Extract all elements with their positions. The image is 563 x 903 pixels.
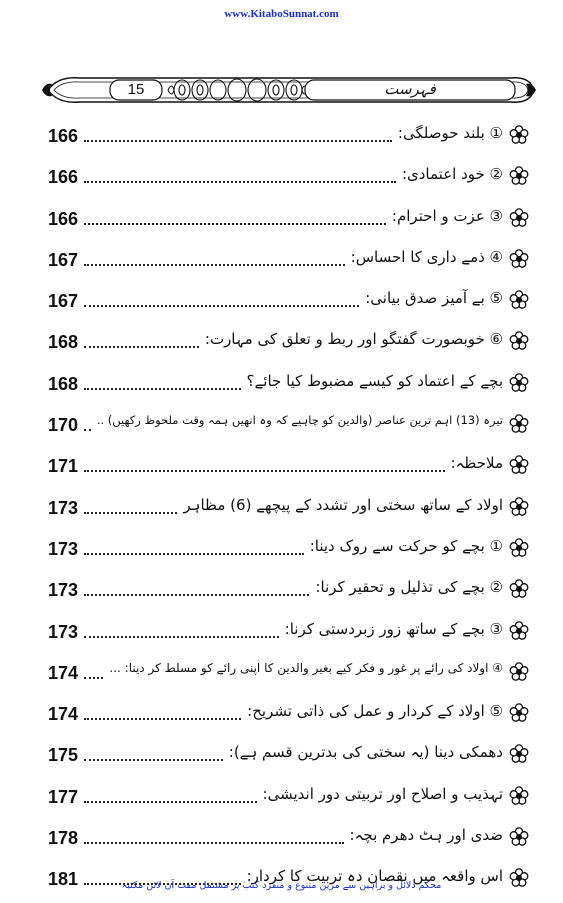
- dot-leader: [84, 553, 304, 555]
- toc-entry[interactable]: [0, 448, 563, 489]
- dot-leader: [84, 718, 241, 720]
- toc-entry-title: ③ بچے کے ساتھ زور زبردستی کرنا:: [281, 620, 503, 638]
- dot-leader: [84, 677, 103, 679]
- toc-entry-title: دھمکی دینا (یہ سختی کی بدترین قسم ہے):: [225, 743, 503, 761]
- toc-entry[interactable]: [0, 820, 563, 861]
- toc-page-number: 166: [48, 208, 79, 229]
- toc-page-number: 174: [48, 704, 79, 725]
- toc-entry-title: ⑤ اولاد کے کردار و عمل کی ذاتی تشریح:: [243, 702, 503, 720]
- toc-entry[interactable]: [0, 779, 563, 820]
- toc-entry-title: تیرہ (13) اہم ترین عناصر (والدین کو چاہیے کہ وہ انھیں ہمہ وقت ملحوظ رکھیں) ..: [93, 413, 503, 427]
- dot-leader: [84, 181, 396, 183]
- flower-bullet-icon: [509, 249, 529, 269]
- toc-entry[interactable]: [0, 118, 563, 159]
- toc-page-number: 174: [48, 662, 79, 683]
- dot-leader: [84, 388, 241, 390]
- dot-leader: [84, 470, 445, 472]
- flower-bullet-icon: [509, 538, 529, 558]
- toc-page-number: 171: [48, 456, 79, 477]
- toc-page-number: 173: [48, 497, 79, 518]
- toc-page-number: 170: [48, 415, 79, 436]
- toc-entry-title: ① بلند حوصلگی:: [394, 124, 503, 142]
- flower-bullet-icon: [509, 662, 529, 682]
- toc-page-number: 166: [48, 167, 79, 188]
- flower-bullet-icon: [509, 621, 529, 641]
- toc-entry-title: تہذیب و اصلاح اور تربیتی دور اندیشی:: [259, 785, 503, 803]
- flower-bullet-icon: [509, 166, 529, 186]
- toc-entry[interactable]: [0, 531, 563, 572]
- flower-bullet-icon: [509, 373, 529, 393]
- flower-bullet-icon: [509, 703, 529, 723]
- flower-bullet-icon: [509, 786, 529, 806]
- toc-entry[interactable]: [0, 490, 563, 531]
- page-header: [40, 72, 538, 108]
- toc-entry[interactable]: [0, 201, 563, 242]
- dot-leader: [84, 140, 392, 142]
- dot-leader: [84, 305, 359, 307]
- toc-entry-title: ② بچے کی تذلیل و تحقیر کرنا:: [311, 578, 503, 596]
- toc-entry[interactable]: [0, 737, 563, 778]
- toc-entry[interactable]: [0, 614, 563, 655]
- dot-leader: [84, 594, 309, 596]
- flower-bullet-icon: [509, 414, 529, 434]
- toc-entry-title: اس واقعہ میں نقصان دہ تربیت کا کردار:: [243, 867, 503, 885]
- toc-page-number: 167: [48, 291, 79, 312]
- dot-leader: [84, 801, 257, 803]
- toc-entry-title: ضدی اور ہٹ دھرم بچہ:: [346, 826, 503, 844]
- toc-entry[interactable]: [0, 242, 563, 283]
- dot-leader: [84, 223, 386, 225]
- toc-entry-title: ⑥ خوبصورت گفتگو اور ربط و تعلق کی مہارت:: [201, 330, 503, 348]
- flower-bullet-icon: [509, 125, 529, 145]
- flower-bullet-icon: [509, 331, 529, 351]
- site-url[interactable]: www.KitaboSunnat.com: [224, 8, 339, 20]
- toc-entry-title: بچے کے اعتماد کو کیسے مضبوط کیا جائے؟: [243, 372, 503, 390]
- dot-leader: [84, 429, 91, 431]
- toc-page-number: 178: [48, 828, 79, 849]
- flower-bullet-icon: [509, 290, 529, 310]
- toc-page-number: 168: [48, 373, 79, 394]
- toc-entry[interactable]: [0, 655, 563, 696]
- flower-bullet-icon: [509, 579, 529, 599]
- toc-page-number: 173: [48, 538, 79, 559]
- dot-leader: [84, 636, 279, 638]
- toc-page-number: 166: [48, 126, 79, 146]
- toc-entry[interactable]: [0, 572, 563, 613]
- flower-bullet-icon: [509, 455, 529, 475]
- toc-page-number: 177: [48, 786, 79, 807]
- toc-entry-title: ④ ذمے داری کا احساس:: [347, 248, 503, 266]
- dot-leader: [84, 264, 345, 266]
- toc-page-number: 175: [48, 745, 79, 766]
- toc-entry[interactable]: [0, 696, 563, 737]
- toc-page-number: 181: [48, 869, 79, 890]
- dot-leader: [84, 346, 199, 348]
- header-title: فہرست: [384, 80, 436, 98]
- flower-bullet-icon: [509, 497, 529, 517]
- toc-entry-title: اولاد کے ساتھ سختی اور تشدد کے پیچھے (6) مظاہر: [179, 496, 503, 514]
- toc-page-number: 173: [48, 580, 79, 601]
- footer-note: محکم دلائل و براہین سے مزین متنوع و منفرد کتب پر مشتمل مفت آن لائن مکتبہ: [121, 880, 442, 891]
- page-number: 15: [127, 81, 145, 98]
- dot-leader: [84, 512, 177, 514]
- toc-page-number: 173: [48, 621, 79, 642]
- toc-entry[interactable]: [0, 366, 563, 407]
- toc-entry-title: ④ اولاد کی رائے پر غور و فکر کیے بغیر والدین کا اپنی رائے کو مسلط کر دینا: ...: [105, 661, 503, 675]
- dot-leader: [84, 759, 223, 761]
- toc-entry-title: ① بچے کو حرکت سے روک دینا:: [306, 537, 503, 555]
- dot-leader: [84, 842, 344, 844]
- toc-entry[interactable]: [0, 159, 563, 200]
- flower-bullet-icon: [509, 744, 529, 764]
- toc-page-number: 167: [48, 249, 79, 270]
- toc-entry-title: ③ عزت و احترام:: [388, 207, 503, 225]
- toc-entry-title: ملاحظہ:: [447, 454, 503, 472]
- toc-page-number: 168: [48, 332, 79, 353]
- toc-list: [0, 118, 563, 903]
- flower-bullet-icon: [509, 208, 529, 228]
- toc-entry[interactable]: [0, 407, 563, 448]
- flower-bullet-icon: [509, 827, 529, 847]
- toc-entry[interactable]: [0, 283, 563, 324]
- toc-entry-title: ② خود اعتمادی:: [398, 165, 503, 183]
- toc-entry-title: ⑤ بے آمیز صدق بیانی:: [361, 289, 503, 307]
- toc-entry[interactable]: [0, 324, 563, 365]
